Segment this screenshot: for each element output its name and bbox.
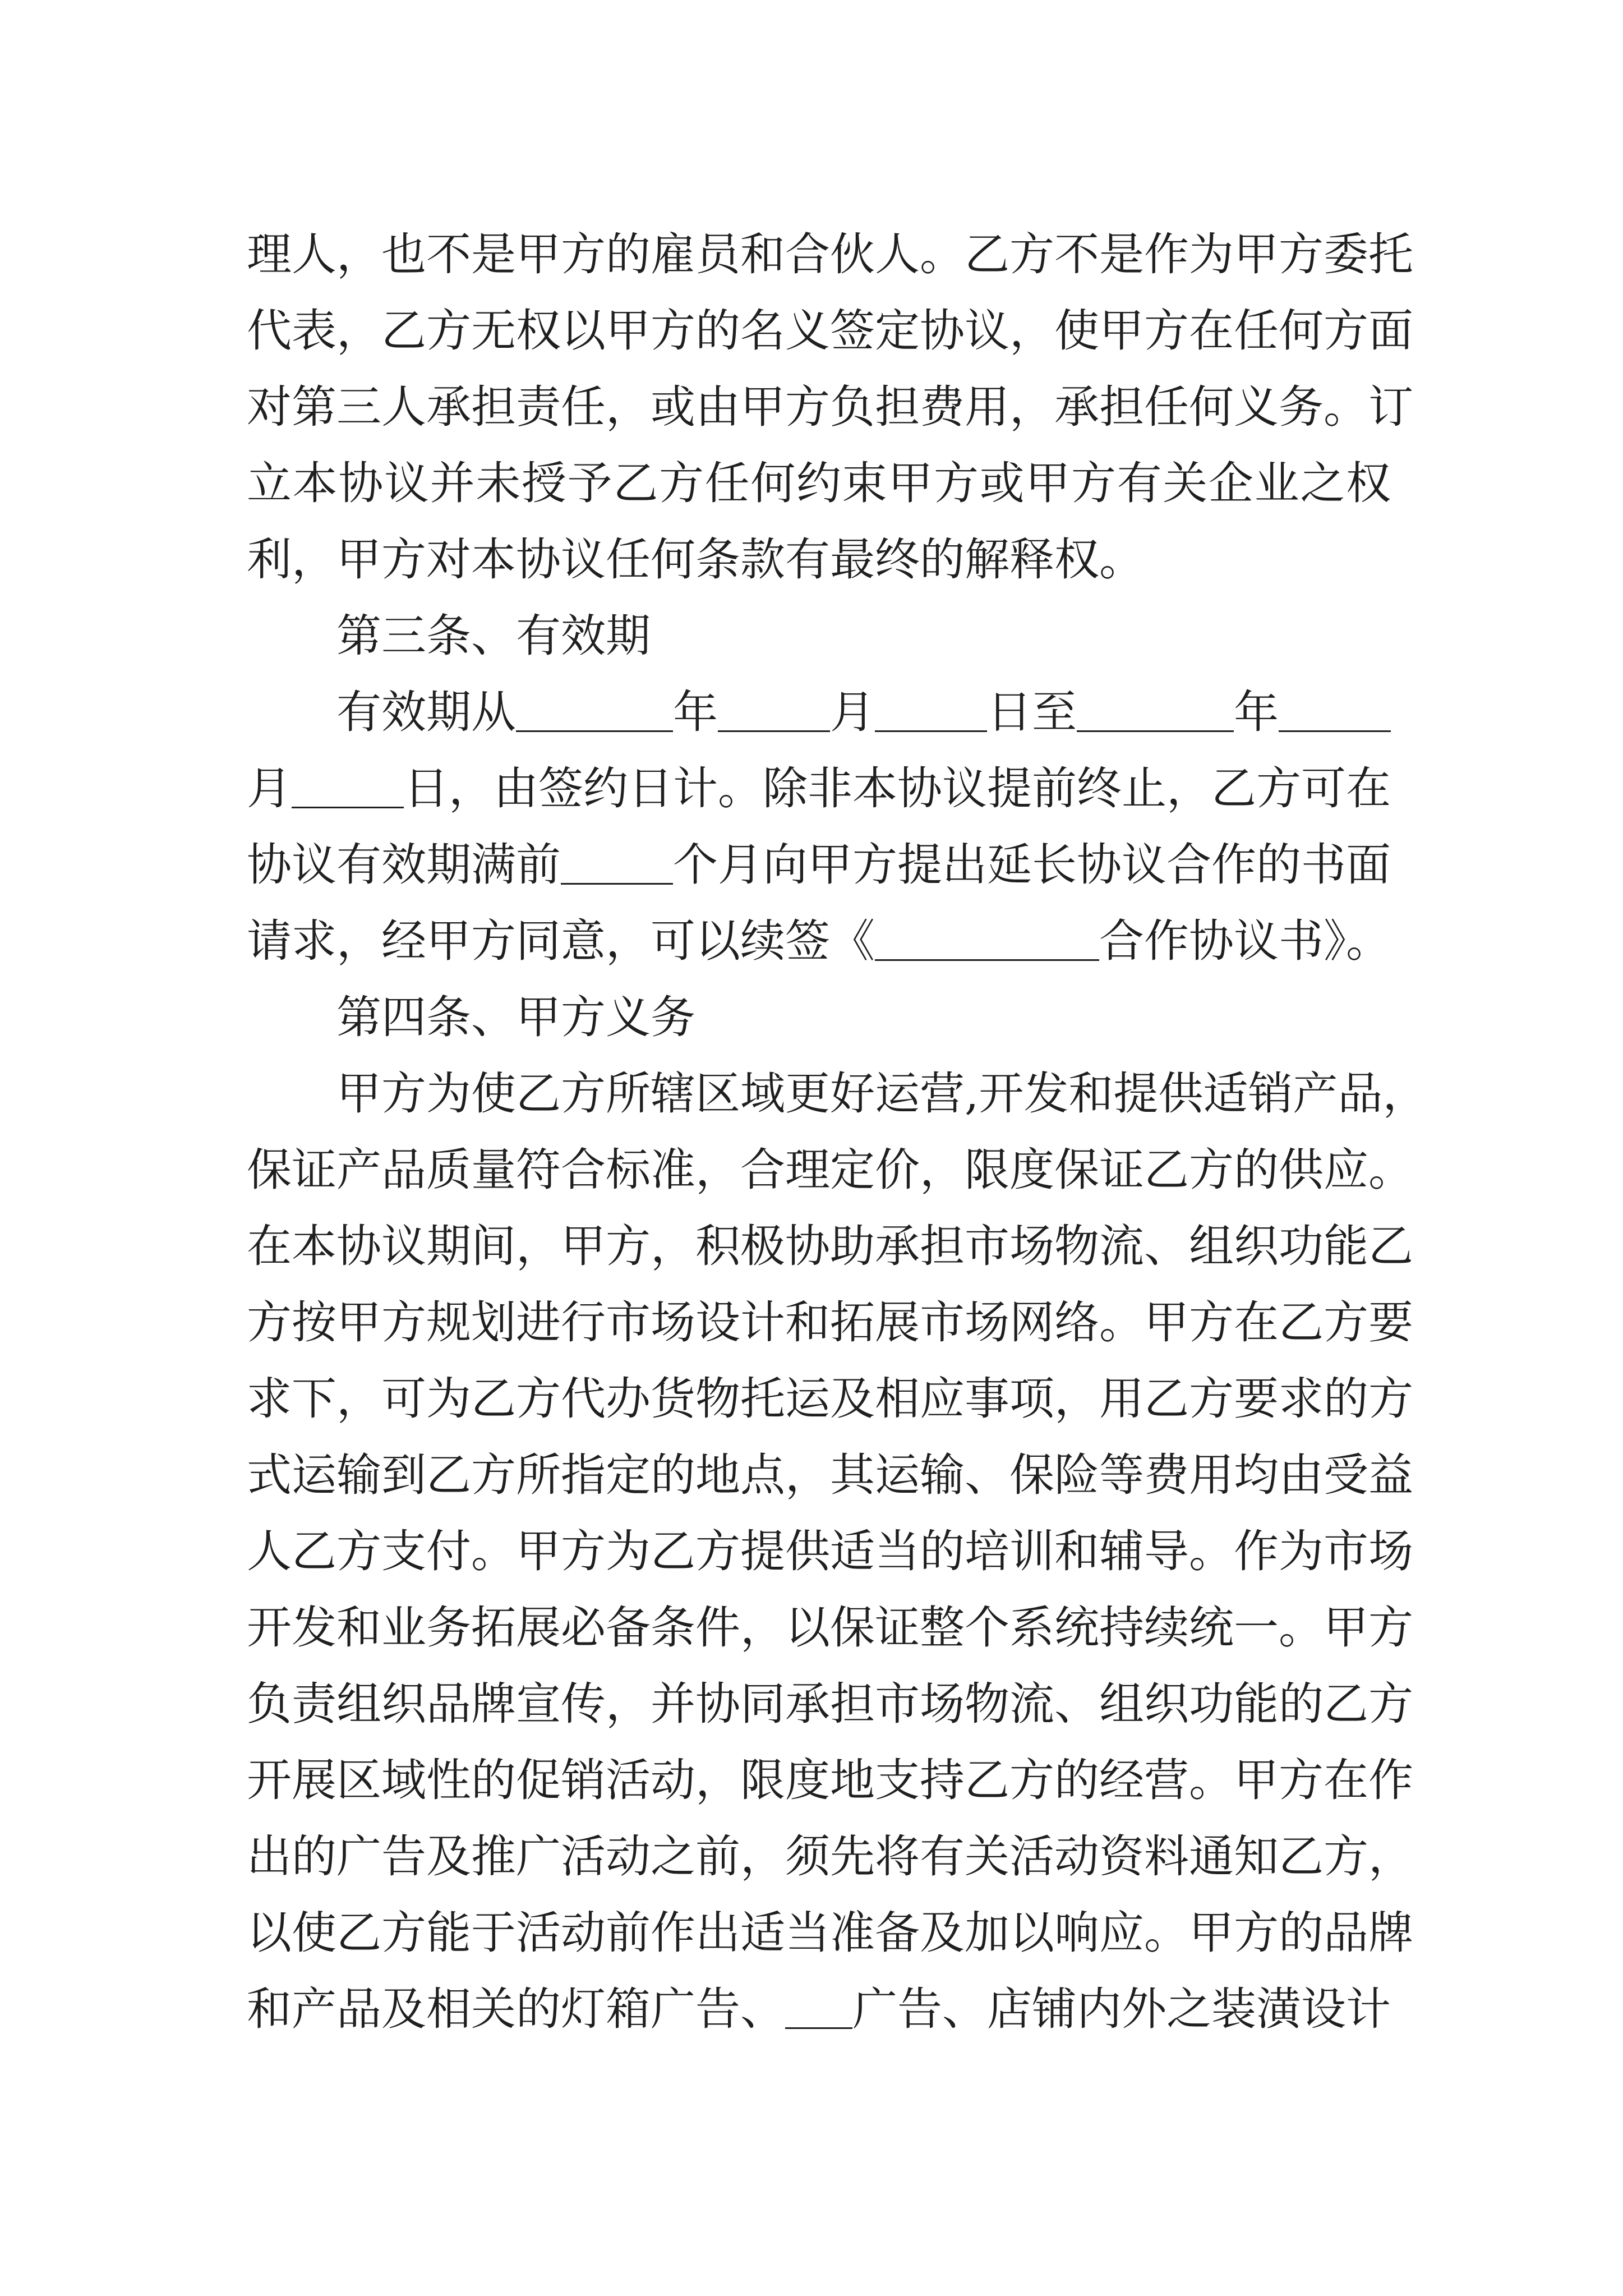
agreement-name-blank[interactable] xyxy=(875,919,1099,961)
section-heading-article-3: 第三条、有效期 xyxy=(336,610,651,662)
validity-period-line xyxy=(247,751,1391,827)
ad-text-prefix: 和产品及相关的灯箱广告、 xyxy=(247,1983,785,2035)
paragraph-line: 开发和业务拓展必备条件，以保证整个系统持续统一。甲方 xyxy=(247,1602,1413,1654)
paragraph-line: 在本协议期间，甲方，积极协助承担市场物流、组织功能乙 xyxy=(247,1220,1413,1272)
months-blank[interactable] xyxy=(561,843,673,885)
renewal-prefix: 协议有效期满前 xyxy=(247,839,561,891)
end-month-blank-trailing[interactable] xyxy=(1279,690,1391,732)
paragraph-line: 对第三人承担责任，或由甲方负担费用，承担任何义务。订 xyxy=(247,381,1413,433)
renewal-text: 合作协议书》。 xyxy=(1099,915,1391,967)
ad-text-rest: 广告、店铺内外之装潢设计 xyxy=(852,1983,1391,2035)
validity-period-line xyxy=(247,674,1391,751)
paragraph-line: 开展区域性的促销活动，限度地支持乙方的经营。甲方在作 xyxy=(247,1754,1413,1806)
paragraph-line: 以使乙方能于活动前作出适当准备及加以响应。甲方的品牌 xyxy=(247,1907,1413,1959)
paragraph-line: 求下，可为乙方代办货物托运及相应事项，用乙方要求的方 xyxy=(247,1373,1413,1425)
start-year-blank[interactable] xyxy=(516,690,673,732)
paragraph-line: 理人，也不是甲方的雇员和合伙人。乙方不是作为甲方委托 xyxy=(247,228,1413,280)
paragraph-line: 出的广告及推广活动之前，须先将有关活动资料通知乙方， xyxy=(247,1830,1413,1883)
renewal-prefix: 请求，经甲方同意，可以续签《 xyxy=(247,915,875,967)
month-label: 月 xyxy=(830,686,875,738)
section-heading-article-4: 第四条、甲方义务 xyxy=(336,991,695,1043)
paragraph-line: 方按甲方规划进行市场设计和拓展市场网络。甲方在乙方要 xyxy=(247,1296,1413,1349)
paragraph-line: 代表，乙方无权以甲方的名义签定协议，使甲方在任何方面 xyxy=(247,305,1413,357)
renewal-text: 个月向甲方提出延长协议合作的书面 xyxy=(673,839,1391,891)
renewal-line xyxy=(247,903,1391,979)
start-day-blank[interactable] xyxy=(875,690,987,732)
validity-text: 日，由签约日计。除非本协议提前终止，乙方可在 xyxy=(404,762,1391,815)
paragraph-line: 甲方为使乙方所辖区域更好运营,开发和提供适销产品， xyxy=(336,1068,1428,1120)
day-to-label: 日至 xyxy=(987,686,1077,738)
paragraph-line: 利，甲方对本协议任何条款有最终的解释权。 xyxy=(247,533,1144,586)
paragraph-line: 负责组织品牌宣传，并协同承担市场物流、组织功能的乙方 xyxy=(247,1678,1413,1730)
ad-type-blank[interactable] xyxy=(785,1987,852,2029)
document-body xyxy=(247,217,1428,2047)
month-label: 月 xyxy=(247,762,292,815)
validity-prefix: 有效期从 xyxy=(336,686,516,738)
paragraph-line: 立本协议并未授予乙方任何约束甲方或甲方有关企业之权 xyxy=(247,457,1391,509)
paragraph-line: 保证产品质量符合标准，合理定价，限度保证乙方的供应。 xyxy=(247,1144,1413,1196)
paragraph-line: 式运输到乙方所指定的地点，其运输、保险等费用均由受益 xyxy=(247,1449,1413,1501)
paragraph-line xyxy=(247,1971,1391,2047)
year-label: 年 xyxy=(1234,686,1279,738)
year-label: 年 xyxy=(673,686,718,738)
renewal-line xyxy=(247,827,1391,903)
end-year-blank[interactable] xyxy=(1077,690,1234,732)
paragraph-line: 人乙方支付。甲方为乙方提供适当的培训和辅导。作为市场 xyxy=(247,1525,1413,1577)
start-month-blank[interactable] xyxy=(718,690,830,732)
end-day-blank[interactable] xyxy=(292,766,404,808)
